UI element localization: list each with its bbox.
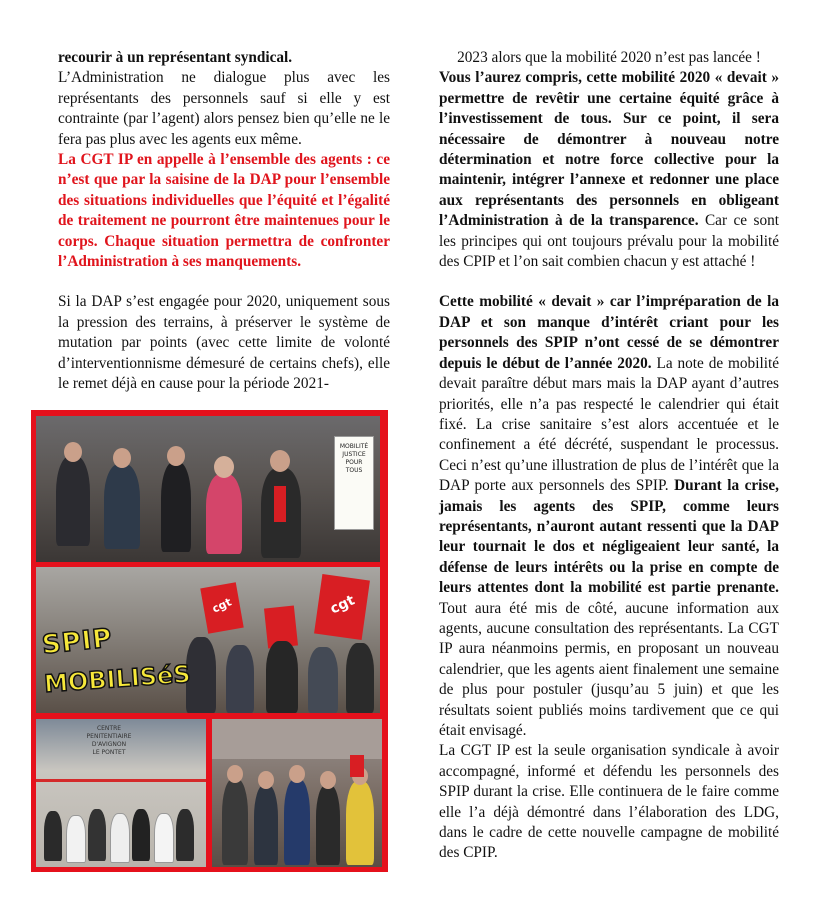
photo-group-courthouse: [212, 719, 382, 867]
right-paragraph-2: Vous l’aurez compris, cette mobilité 2020 « devait » permettre de revêtir une certaine équité grâce à l’investissement de tous. Sur ce point, il sera nécessaire de démontrer à nouveau notre détermination et notre force collective pour la maintenir, intégrer l’annexe et redonner une place aux représentants des personnels en obligeant l’Administration à de la transparence. Car ce sont les principes qui ont toujours prévalu pour la mobilité des CPIP et l’on sait combien chacun y est attaché !: [439, 69, 779, 271]
building-sign: CENTRE PENITENTIAIRE D'AVIGNON LE PONTET: [86, 725, 132, 756]
left-paragraph-4: Si la DAP s’est engagée pour 2020, uniquement sous la pression des terrains, à préserver le système de mutation par points (avec cette limite de volonté d’interventionnisme démesuré de certains chefs), elle le remet déjà en cause pour la période 2021-: [58, 293, 390, 393]
photo-collage: [31, 410, 388, 872]
spip-mobilises-banner: SPIP MOBILISéS: [40, 623, 192, 699]
right-column: [439, 48, 779, 864]
photo-demonstration-flags: cgt cgt SPIP MOBILISéS: [36, 567, 380, 713]
left-paragraph-1: recourir à un représentant syndical.: [58, 49, 293, 66]
left-paragraph-2: L’Administration ne dialogue plus avec les représentants des personnels sauf si elle y est contrainte (par l’agent) alors pensez bien qu’elle ne le fera pas plus avec les agents eux même.: [58, 69, 390, 148]
right-paragraph-3: Cette mobilité « devait » car l’impréparation de la DAP et son manque d’intérêt criant pour les personnels des SPIP n’ont cessé de se démontrer depuis le début de l’année 2020. La note de mobilité devait paraître début mars mais la DAP ayant d’autres priorités, elle n’a pas respecté le calendrier qui était fixé. La crise sanitaire s’est alors accentuée et le confinement a été décrété, suspendant le processus. Ceci n’est qu’une illustration de plus de l’intérêt que la DAP porte aux personnels des SPIP. Durant la crise, jamais les agents des SPIP, comme leurs représentants, n’auront autant ressenti que la DAP leur tournait le dos et négligeaient leur santé, la défense de leurs intérêts ou la prise en compte de leurs attentes dont la mobilité est partie prenante. Tout aura été mis de côté, aucune information aux agents, aucune consultation des représentants. La CGT IP aura néanmoins permis, en proposant un nouveau calendrier, que les agents aient finalement une semaine de plus pour postuler (jusqu’au 5 juin) et que les résultats soient publiés moins tardivement que ce qui était envisagé.: [439, 293, 779, 739]
left-paragraph-red-appeal: La CGT IP en appelle à l’ensemble des agents : ce n’est que par la saisine de la DAP pour l’ensemble des situations individuelles que l’équité et l’égalité de traitement ne pourront être maintenues pour le corps. Chaque situation permettra de confronter l’Administration à ses manquements.: [58, 151, 390, 271]
right-paragraph-4: La CGT IP est la seule organisation syndicale à avoir accompagné, informé et défendu les personnels des SPIP durant la crise. Elle continuera de le faire comme elle l’a déjà démontré dans l’élaboration des LDG, dans le cadre de cette nouvelle campagne de mobilité des CPIP.: [439, 742, 779, 862]
photo-gathering-outside: [36, 416, 380, 562]
photo-penitentiary-centre: [36, 719, 206, 867]
protest-sign: MOBILITÉ JUSTICE POUR TOUS: [334, 436, 374, 530]
left-column: [58, 48, 390, 395]
right-paragraph-1: 2023 alors que la mobilité 2020 n’est pas lancée !: [457, 49, 761, 66]
